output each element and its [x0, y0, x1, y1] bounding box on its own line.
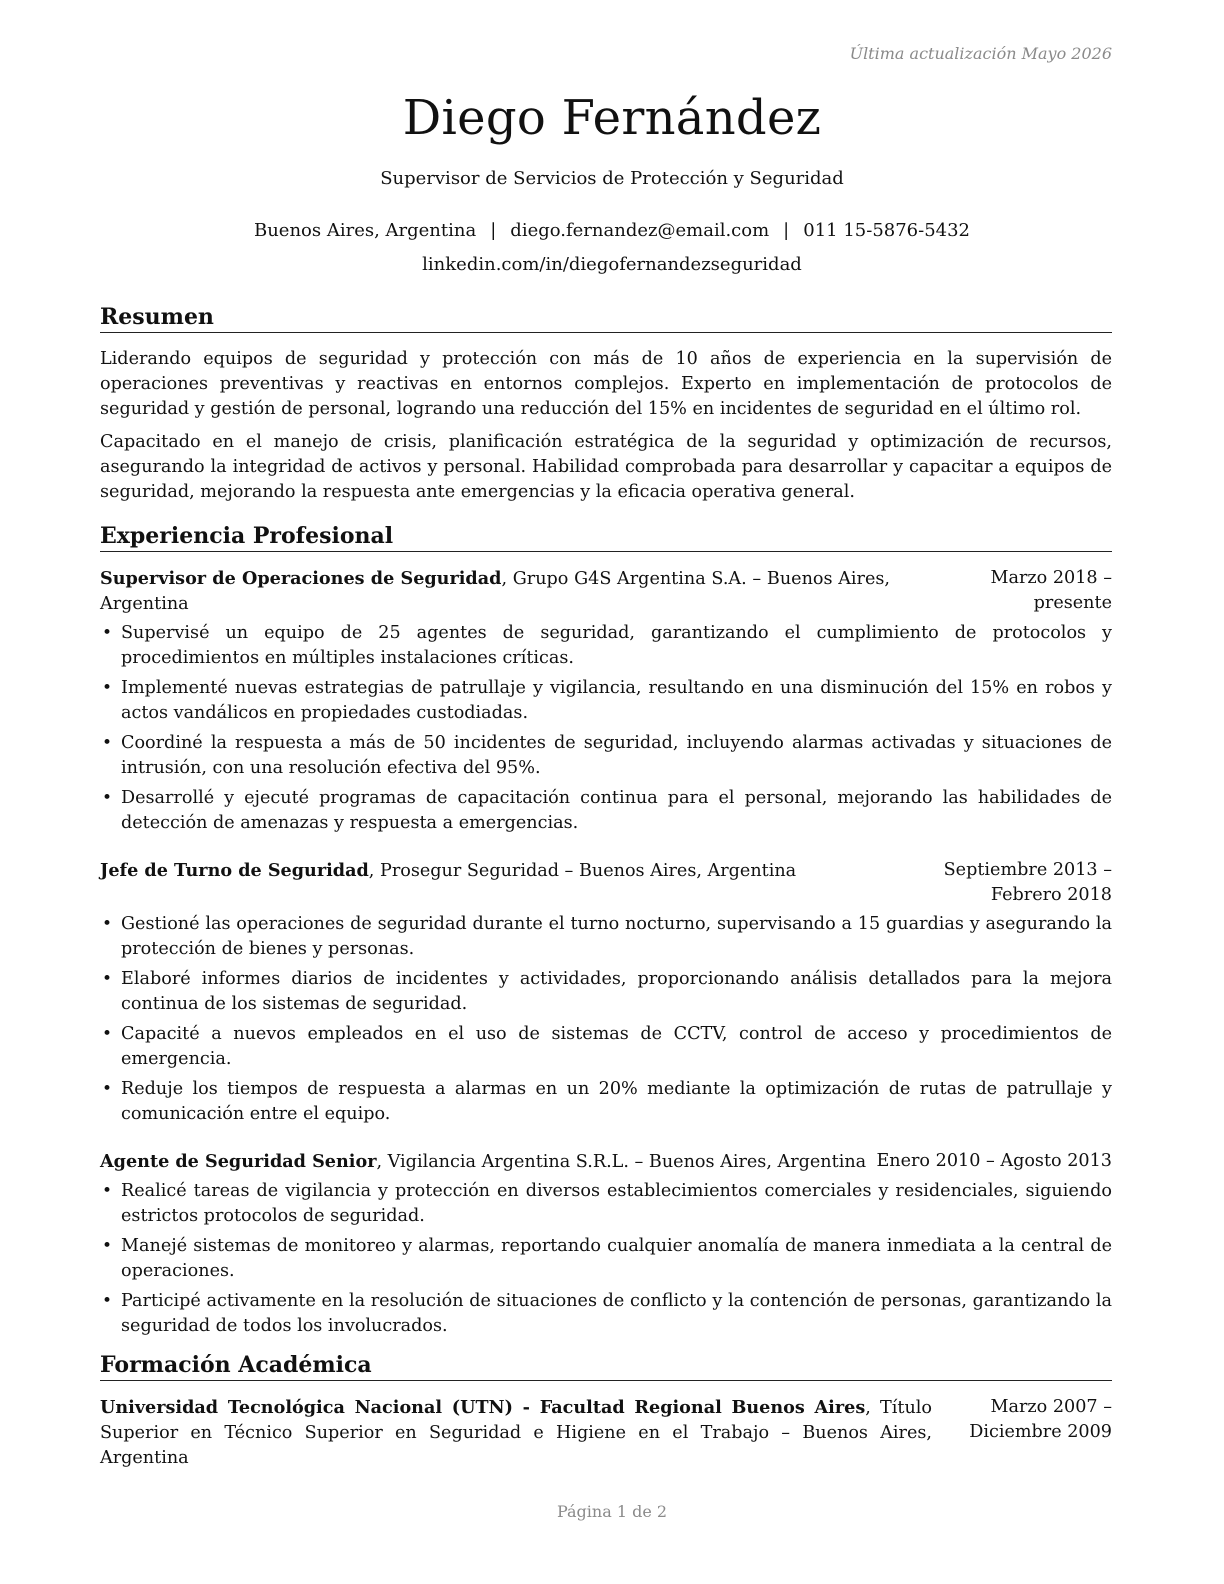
candidate-name: Diego Fernández	[402, 90, 822, 146]
phone: 011 15-5876-5432	[803, 220, 971, 241]
education-dates: Marzo 2007 – Diciembre 2009	[969, 1397, 1112, 1442]
summary-section	[100, 303, 1112, 505]
job-role: Supervisor de Operaciones de Seguridad	[100, 568, 502, 589]
email-link[interactable]: diego.fernandez@email.com	[510, 220, 770, 241]
section-title-experience: Experiencia Profesional	[100, 522, 1112, 552]
page-number: Página 1 de 2	[556, 1502, 668, 1521]
section-title-education: Formación Académica	[100, 1351, 1112, 1381]
list-item: • Desarrollé y ejecuté programas de capacitación continua para el personal, mejorando las habilidades de detección de amenazas y respuesta a emergencias.	[100, 786, 1112, 836]
list-item: • Elaboré informes diarios de incidentes y actividades, proporcionando análisis detallados para la mejora continua de los sistemas de seguridad.	[100, 967, 1112, 1017]
education-detail: , Título Superior en Técnico Superior en Seguridad e Higiene en el Trabajo – Buenos Aires, Argentina	[100, 1398, 933, 1468]
job-entry	[100, 858, 1112, 1127]
education-institution: Universidad Tecnológica Nacional (UTN) - Facultad Regional Buenos Aires	[100, 1397, 866, 1418]
job-role: Agente de Seguridad Senior	[100, 1151, 377, 1172]
job-dates: Marzo 2018 – presente	[990, 568, 1112, 613]
job-company: , Vigilancia Argentina S.R.L. – Buenos Aires, Argentina	[376, 1152, 867, 1172]
summary-paragraph: Liderando equipos de seguridad y protección con más de 10 años de experiencia en la supervisión de operaciones preventivas y reactivas en entornos complejos. Experto en implementación de protocolos de seguridad y gestión de personal, logrando una reducción del 15% en incidentes de seguridad en el último rol.	[100, 349, 1112, 419]
job-company: , Grupo G4S Argentina S.A. – Buenos Aires, Argentina	[100, 569, 890, 614]
list-item: • Implementé nuevas estrategias de patrullaje y vigilancia, resultando en una disminución del 15% en robos y actos vandálicos en propiedades custodiadas.	[100, 676, 1112, 726]
job-dates: Septiembre 2013 – Febrero 2018	[943, 860, 1112, 905]
job-company: , Prosegur Seguridad – Buenos Aires, Argentina	[368, 861, 797, 881]
headline: Supervisor de Servicios de Protección y Seguridad	[380, 168, 844, 189]
contact-line	[0, 218, 1224, 244]
linkedin-link[interactable]: linkedin.com/in/diegofernandezseguridad	[422, 254, 802, 275]
resume-body	[100, 303, 1112, 1471]
contact-separator: |	[490, 220, 497, 241]
education-section	[100, 1351, 1112, 1471]
list-item: • Manejé sistemas de monitoreo y alarmas, reportando cualquier anomalía de manera inmediata a la central de operaciones.	[100, 1234, 1112, 1284]
last-updated: Última actualización Mayo 2026	[849, 44, 1112, 63]
list-item: • Capacité a nuevos empleados en el uso de sistemas de CCTV, control de acceso y procedimientos de emergencia.	[100, 1022, 1112, 1072]
list-item: • Realicé tareas de vigilancia y protección en diversos establecimientos comerciales y residenciales, siguiendo estrictos protocolos de seguridad.	[100, 1179, 1112, 1229]
job-role: Jefe de Turno de Seguridad	[100, 860, 369, 881]
education-entry	[100, 1395, 1112, 1471]
list-item: • Gestioné las operaciones de seguridad durante el turno nocturno, supervisando a 15 guardias y asegurando la protección de bienes y personas.	[100, 912, 1112, 962]
contact-separator: |	[783, 220, 790, 241]
list-item: • Participé activamente en la resolución de situaciones de conflicto y la contención de personas, garantizando la seguridad de todos los involucrados.	[100, 1289, 1112, 1339]
experience-section	[100, 522, 1112, 1339]
section-title-summary: Resumen	[100, 303, 1112, 333]
location: Buenos Aires, Argentina	[253, 220, 477, 241]
job-dates: Enero 2010 – Agosto 2013	[876, 1151, 1112, 1171]
list-item: • Coordiné la respuesta a más de 50 incidentes de seguridad, incluyendo alarmas activadas y situaciones de intrusión, con una resolución efectiva del 95%.	[100, 731, 1112, 781]
list-item: • Supervisé un equipo de 25 agentes de seguridad, garantizando el cumplimiento de protocolos y procedimientos en múltiples instalaciones críticas.	[100, 621, 1112, 671]
job-entry	[100, 566, 1112, 836]
list-item: • Reduje los tiempos de respuesta a alarmas en un 20% mediante la optimización de rutas de patrullaje y comunicación entre el equipo.	[100, 1077, 1112, 1127]
summary-paragraph: Capacitado en el manejo de crisis, planificación estratégica de la seguridad y optimización de recursos, asegurando la integridad de activos y personal. Habilidad comprobada para desarrollar y capacitar a equipos de seguridad, mejorando la respuesta ante emergencias y la eficacia operativa general.	[100, 432, 1112, 502]
job-entry	[100, 1149, 1112, 1339]
